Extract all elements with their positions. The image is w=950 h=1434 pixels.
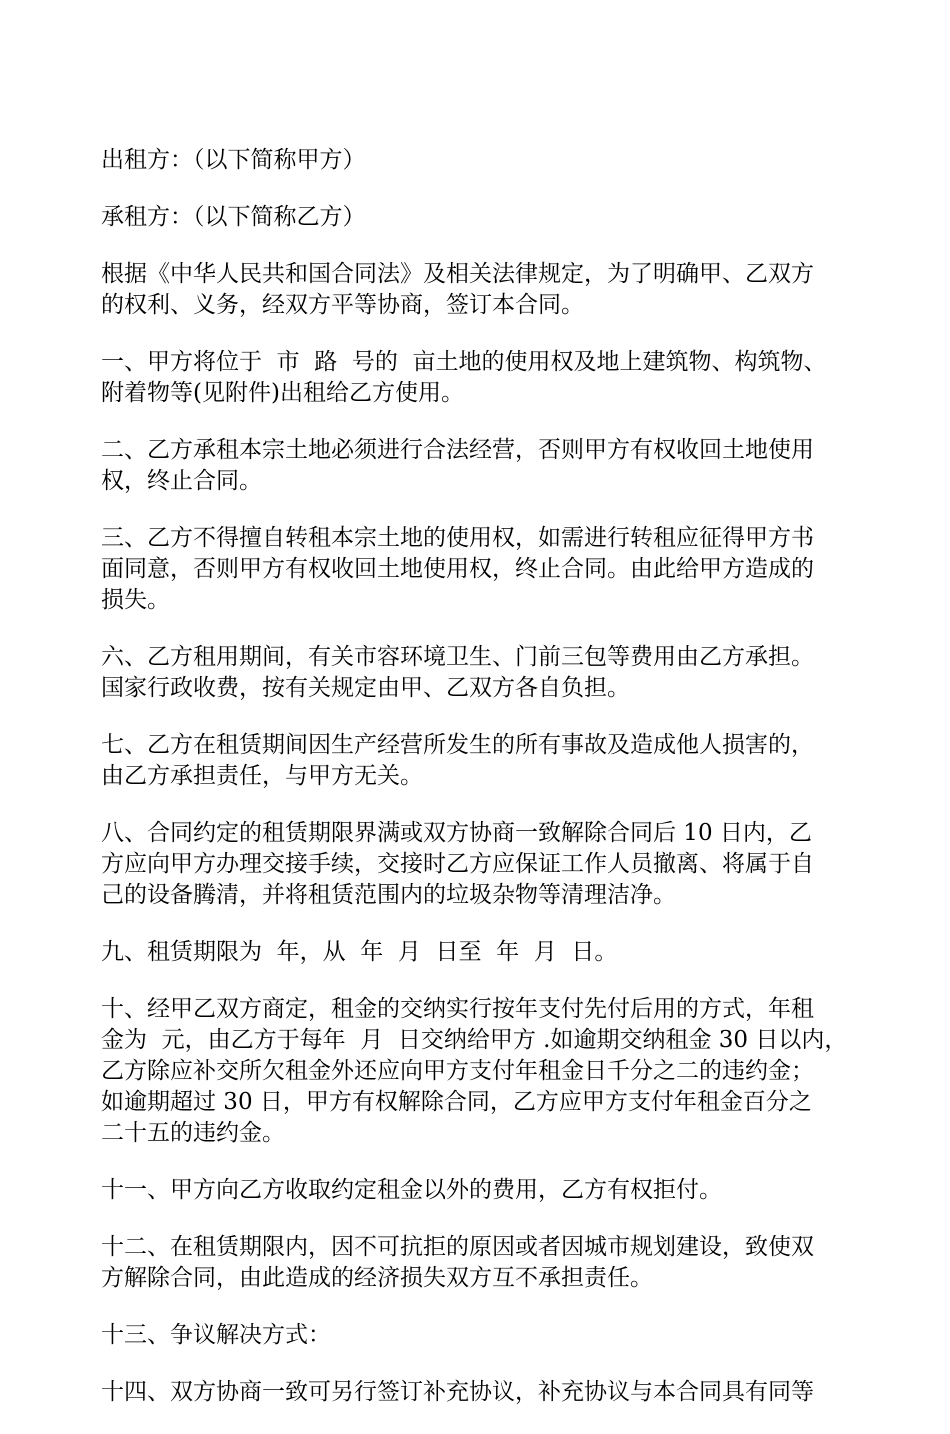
paragraph-line: 权，终止合同。 [101,468,262,494]
contract-paragraph [101,642,861,704]
paragraph-line: 二十五的违约金。 [101,1120,285,1146]
contract-paragraph [101,1377,861,1408]
paragraph-line: 六、乙方租用期间，有关市容环境卫生、门前三包等费用由乙方承担。 [101,644,814,670]
contract-paragraph [101,818,861,911]
paragraph-line: 九、租赁期限为 年，从 年 月 日至 年 月 日。 [101,939,618,965]
paragraph-line: 十一、甲方向乙方收取约定租金以外的费用，乙方有权拒付。 [101,1177,722,1203]
paragraph-line: 七、乙方在租赁期间因生产经营所发生的所有事故及造成他人损害的， [101,732,814,758]
paragraph-line: 己的设备腾清，并将租赁范围内的垃圾杂物等清理洁净。 [101,882,676,908]
paragraph-line: 金为 元，由乙方于每年 月 日交纳给甲方 .如逾期交纳租金 30 日以内， [101,1027,848,1053]
paragraph-line: 三、乙方不得擅自转租本宗土地的使用权，如需进行转租应征得甲方书 [101,525,814,551]
paragraph-line: 八、合同约定的租赁期限界满或双方协商一致解除合同后 10 日内，乙 [101,820,812,846]
paragraph-line: 承租方：（以下简称乙方） [101,204,366,230]
paragraph-line: 十、经甲乙双方商定，租金的交纳实行按年支付先付后用的方式，年租 [101,996,814,1022]
paragraph-line: 损失。 [101,587,170,613]
paragraph-line: 出租方：（以下简称甲方） [101,147,366,173]
paragraph-line: 二、乙方承租本宗土地必须进行合法经营，否则甲方有权收回土地使用 [101,437,814,463]
contract-paragraph [101,937,861,968]
paragraph-line: 附着物等(见附件)出租给乙方使用。 [101,380,464,406]
paragraph-line: 一、甲方将位于 市 路 号的 亩土地的使用权及地上建筑物、构筑物、 [101,349,827,375]
paragraph-line: 的权利、义务，经双方平等协商，签订本合同。 [101,292,584,318]
paragraph-line: 十三、争议解决方式： [101,1322,331,1348]
paragraph-line: 面同意，否则甲方有权收回土地使用权，终止合同。由此给甲方造成的 [101,556,814,582]
contract-paragraph [101,523,861,616]
paragraph-line: 国家行政收费，按有关规定由甲、乙双方各自负担。 [101,675,630,701]
paragraph-line: 方解除合同，由此造成的经济损失双方互不承担责任。 [101,1265,653,1291]
paragraph-line: 如逾期超过 30 日，甲方有权解除合同，乙方应甲方支付年租金百分之 [101,1089,812,1115]
paragraph-line: 乙方除应补交所欠租金外还应向甲方支付年租金日千分之二的违约金； [101,1058,814,1084]
paragraph-line: 由乙方承担责任，与甲方无关。 [101,763,423,789]
contract-paragraph [101,435,861,497]
paragraph-line: 十二、在租赁期限内，因不可抗拒的原因或者因城市规划建设，致使双 [101,1234,814,1260]
contract-paragraph [101,1320,861,1351]
contract-paragraph [101,145,861,176]
contract-paragraph [101,730,861,792]
contract-paragraph [101,347,861,409]
paragraph-line: 根据《中华人民共和国合同法》及相关法律规定，为了明确甲、乙双方 [101,261,814,287]
contract-paragraph [101,202,861,233]
paragraph-line: 方应向甲方办理交接手续，交接时乙方应保证工作人员撤离、将属于自 [101,851,814,877]
paragraph-line: 十四、双方协商一致可另行签订补充协议，补充协议与本合同具有同等 [101,1379,814,1405]
contract-paragraph [101,1232,861,1294]
document-body [101,145,861,1434]
contract-paragraph [101,994,861,1149]
contract-paragraph [101,1175,861,1206]
contract-paragraph [101,259,861,321]
